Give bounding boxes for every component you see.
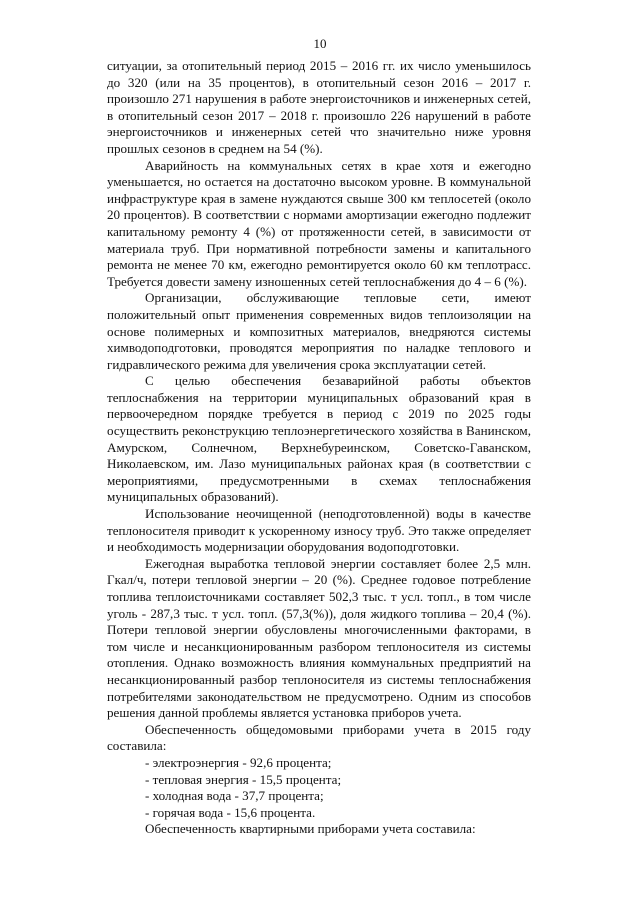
paragraph-water-quality: Использование неочищенной (неподготовленной) воды в качестве теплоносителя приводит к ускоренному износу труб. Это также определяет и необходимость модернизации оборудования водоподготовки. — [107, 506, 531, 555]
page-number: 10 — [313, 36, 327, 51]
paragraph-heat-production: Ежегодная выработка тепловой энергии составляет более 2,5 млн. Гкал/ч, потери тепловой энергии – 20 (%). Среднее годовое потребление топлива теплоисточниками составляет 502,3 тыс. т усл. топл., в том числе уголь - 287,3 тыс. т усл. топл. (57,3(%)), доля жидкого топлива – 20,4 (%). Потери тепловой энергии обусловлены многочисленными факторами, в том числе и несанкционированным разбором теплоносителя из системы отопления. Однако возможность влияния коммунальных предприятий на несанкционированный разбор теплоносителя из системы теплоснабжения потребителями законодательством не предусмотрено. Одним из способов решения данной проблемы является установка приборов учета. — [107, 555, 531, 721]
list-item: - электроэнергия - 92,6 процента; — [145, 754, 332, 770]
paragraph-continuation: ситуации, за отопительный период 2015 – 2016 гг. их число уменьшилось до 320 (или на 35 процентов), в отопительный сезон 2016 – 2017 г. произошло 271 нарушения в работе энергоисточников и инженерных сетей, в отопительный сезон 2017 – 2018 г. произошло 226 нарушений в работе энергоисточников и инженерных сетей что значительно ниже уровня прошлых сезонов в среднем на 54 (%). — [107, 58, 531, 156]
paragraph-apartment-meters: Обеспеченность квартирными приборами учета составила: — [145, 821, 476, 837]
paragraph-accidents: Аварийность на коммунальных сетях в крае хотя и ежегодно уменьшается, но остается на достаточно высоком уровне. В коммунальной инфраструктуре края в замене нуждаются свыше 300 км теплосетей (около 20 процентов). В соответствии с нормами амортизации ежегодно подлежит капитальному ремонту 4 (%) от протяженности сетей, в зависимости от материала труб. При нормативной потребности замены и капитального ремонта не менее 70 км, ежегодно ремонтируется около 60 км теплотрасс. Требуется довести замену изношенных сетей теплоснабжения до 4 – 6 (%). — [107, 157, 531, 289]
list-item: - тепловая энергия - 15,5 процента; — [145, 771, 342, 787]
paragraph-meter-intro: Обеспеченность общедомовыми приборами учета в 2015 году составила: — [107, 721, 531, 754]
body-text — [107, 58, 531, 838]
list-item: - холодная вода - 37,7 процента; — [145, 788, 324, 804]
list-item: - горячая вода - 15,6 процента. — [145, 804, 316, 820]
paragraph-reconstruction: С целью обеспечения безаварийной работы объектов теплоснабжения на территории муниципальных образований края в первоочередном порядке требуется в период с 2019 по 2025 годы осуществить реконструкцию теплоэнергетического хозяйства в Ванинском, Амурском, Солнечном, Верхнебуреинском, Советско-Гаванском, Николаевском, им. Лазо муниципальных районах края (в соответствии с мероприятиями, предусмотренными в схемах теплоснабжения муниципальных образований). — [107, 373, 531, 505]
paragraph-organizations: Организации, обслуживающие тепловые сети, имеют положительный опыт применения современных видов теплоизоляции на основе полимерных и композитных материалов, внедряются системы химводоподготовки, проводятся мероприятия по наладке теплового и гидравлического режима для увеличения срока эксплуатации сетей. — [107, 290, 531, 372]
